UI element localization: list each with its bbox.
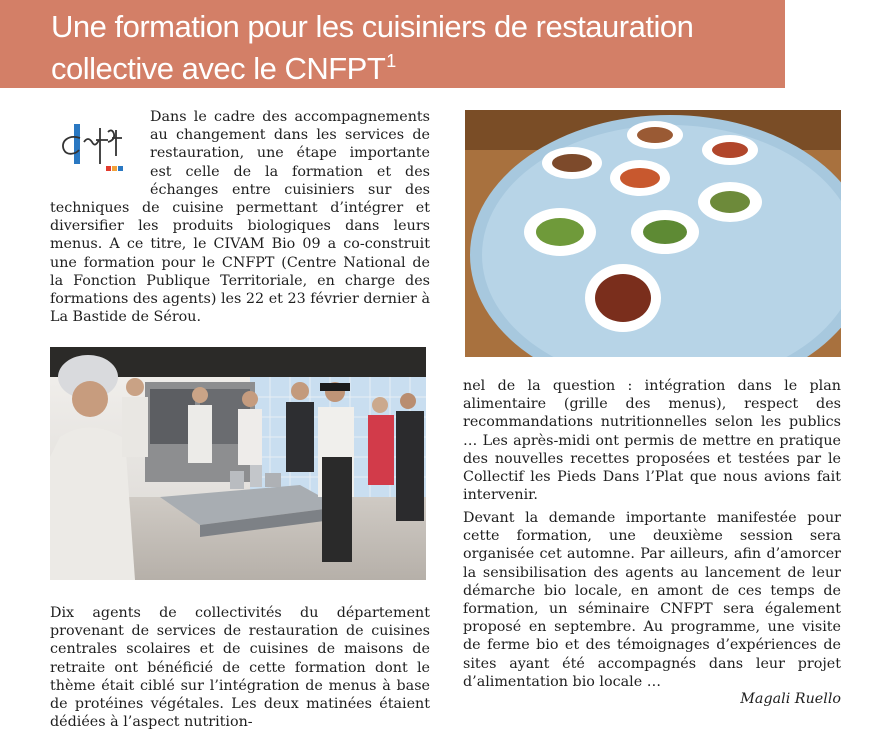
continued-paragraph-block — [463, 377, 841, 504]
cnfpt-logo — [50, 120, 140, 180]
bottom-paragraph-block — [50, 604, 430, 731]
continued-paragraph: nel de la question : intégration dans le plan alimentaire (grille des menus), respect des recommandations nutritionnelles selon les publics … Les après-midi ont permis de mettre en pratique des nouvelles recettes proposées et testées par le Collectif les Pieds Dans l’Plat que nous avions fait intervenir. — [463, 378, 841, 504]
dishes-photo — [465, 110, 841, 357]
kitchen-training-photo — [50, 347, 426, 580]
left-column — [50, 108, 430, 326]
title-banner — [0, 0, 785, 88]
article-title-text: Une formation pour les cuisiniers de restauration collective avec le CNFPT — [51, 9, 694, 86]
cnfpt-logo-icon — [50, 120, 138, 178]
footnote-marker: 1 — [386, 51, 396, 71]
author-signature: Magali Ruello — [740, 691, 841, 707]
second-paragraph-block — [463, 509, 841, 691]
intro-paragraph: Dans le cadre des accompagnements au changement dans les services de restauration, une étape importante est celle de la formation et des échanges entre cuisiniers sur des techniques de cuisine permettant d’intégrer et diversifier les produits biologiques dans leurs menus. A ce titre, le CIVAM Bio 09 a co-construit une formation pour le CNFPT (Centre National de la Fonction Publique Territoriale, en charge des formations des agents) les 22 et 23 février dernier à La Bastide de Sérou. — [50, 109, 430, 326]
article-title — [51, 10, 771, 86]
second-paragraph: Devant la demande importante manifestée pour cette formation, une deuxième session sera organisée cet automne. Par ailleurs, afin d’amorcer la sensibilisation des agents au lancement de leur démarche bio locale, en amont de ces temps de formation, un séminaire CNFPT sera également proposé en septembre. Au programme, une visite de ferme bio et des témoignages d’expériences de sites ayant été accompagnés dans leur projet d’alimentation bio locale … — [463, 510, 841, 690]
bottom-paragraph: Dix agents de collectivités du département provenant de services de restauration de cuisines centrales scolaires et de cuisines de maisons de retraite ont bénéficié de cette formation dont le thème était ciblé sur l’intégration de menus à base de protéines végétales. Les deux matinées étaient dédiées à l’aspect nutrition- — [50, 605, 430, 731]
